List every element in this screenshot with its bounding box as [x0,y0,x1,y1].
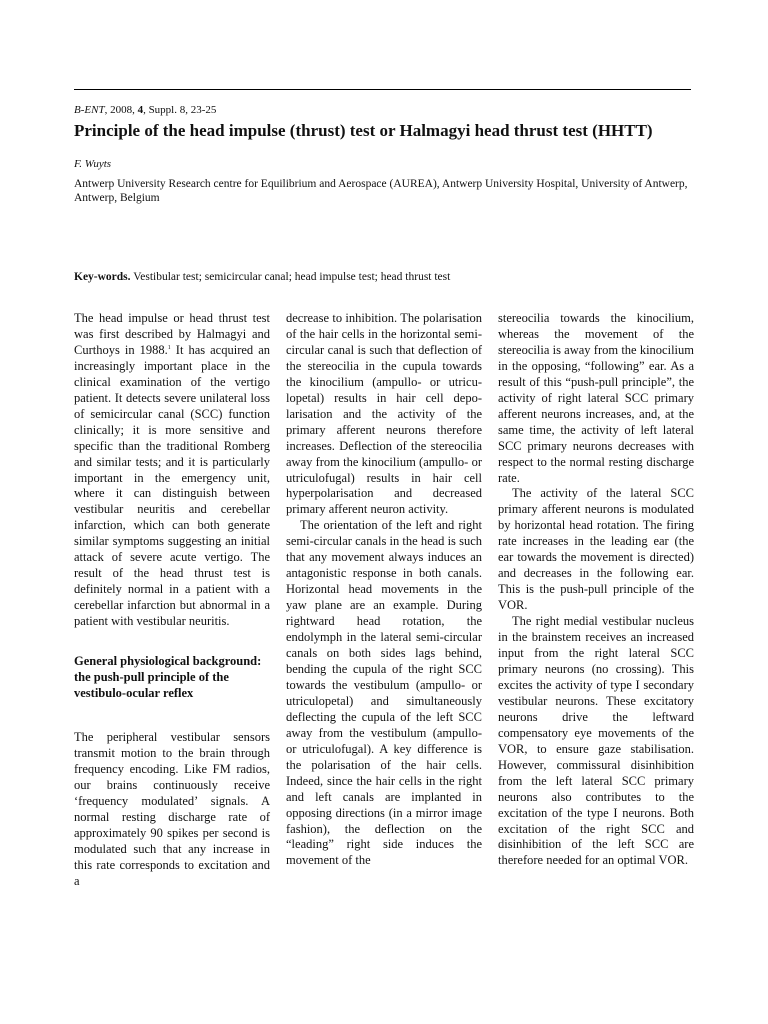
article-title: Principle of the head impulse (thrust) test or Halmagyi head thrust test (HHTT) [74,121,653,140]
citation-volume: 4 [137,104,144,116]
header-rule [74,89,691,90]
citation-year: , 2008, [104,104,138,116]
paragraph-orientation-part2: stereocilia towards the kinocilium, whereas the movement of the stereocilia is away from the kinocilium in the opposing, “following” ear. As a result of this “push-pull principle”, the activity of right lateral SCC primary afferent neurons increases, and, at the same time, the activity of left lateral SCC primary neurons decreases with respect to the normal resting discharge rate. [498,311,694,485]
paragraph-intro [74,311,270,630]
citation-supplement: , Suppl. 8, 23-25 [143,104,217,116]
author-affiliation: Antwerp University Research centre for Equilibrium and Aerospace (AUREA), Antwerp University Hospital, University of Antwerp, Antwerp, Belgium [74,178,688,204]
journal-name: B-ENT [74,104,105,116]
paragraph-medial-nucleus: The right medial vestibular nucleus in the brainstem receives an increased input from the right lateral SCC primary neurons (no crossing). This excites the activity of type I secondary vestibular neurons. These excitatory neurons drive the leftward compensatory eye movements of the VOR, to ensure gaze stabilisation. However, commissural disinhibition from the left lateral SCC primary neurons also contributes to the excitation of the type I neurons. Both excitation of the right SCC and disinhibition of the left SCC are therefore needed for an optimal VOR. [498,614,694,868]
journal-citation [74,103,216,117]
body-column-2 [286,311,482,869]
reference-marker: 1 [167,344,171,351]
body-column-3 [498,311,694,869]
keywords-text: Vestibular test; semicircular canal; head impulse test; head thrust test [130,271,451,283]
paragraph-modulated: The activity of the lateral SCC primary afferent neurons is modulated by horizontal head rotation. The firing rate increases in the leading ear (the ear towards the movement is directed) and decreases in the following ear. This is the push-pull principle of the VOR. [498,486,694,613]
paragraph-sensors-part1: The peripheral vestibular sensors transmit motion to the brain through frequency encoding. Like FM radios, our brains continuously receive ‘frequency modulated’ signals. A normal resting discharge rate of approximately 90 spikes per second is modulated such that any increase in this rate corresponds to excitation and a [74,729,270,888]
keywords-label: Key-words. [74,271,131,283]
paragraph-sensors-part2: decrease to inhibition. The polarisation of the hair cells in the horizontal semi-circular canal is such that deflection of the stereocilia in the cupula towards the kinocilium (ampullo- or utriculopetal) results in hair cell depolarisation and the activity of the primary afferent neurons therefore increases. Deflection of the stereocilia away from the kinocilium (ampullo- or utriculofugal) results in hair cell hyperpolarisation and decreased primary afferent neuron activity. [286,311,482,517]
intro-text-continued: It has acquired an increasingly important place in the clinical examination of the vertigo patient. It detects severe unilateral loss of semicircular canal (SCC) function clinically; it is more sensitive and specific than the traditional Romberg and similar tests; and it is particularly important in the emergency unit, where it can distinguish between vestibular neuritis and cerebellar infarction, which can both generate similar symptoms suggesting an initial attack of severe acute vertigo. The result of the head thrust test is definitely normal in a patient with a cerebellar infarction but abnormal in a patient with vestibular neuritis. [74,342,270,629]
author-name: F. Wuyts [74,158,112,170]
section-heading: General physiological background: the push-pull principle of the vestibulo-ocular reflex [74,654,262,700]
body-column-1 [74,311,270,889]
intro-text: The head impulse or head thrust test was first described by Halmagyi and Curthoys in 1988. [74,311,270,357]
paragraph-orientation-part1: The orientation of the left and right semi-circular canals in the head is such that any movement always induces an antagonistic response in both canals. Horizontal head movements in the yaw plane are an example. During rightward head rotation, the endolymph in the lateral semi-circular canals on both sides lags behind, bending the cupula of the right SCC towards the vestibulum (ampullo- or utriculopetal) and simultaneously deflecting the cupula of the left SCC away from the vestibulum (ampullo- or utriculofugal). A key difference is the polarisation of the hair cells. Indeed, since the hair cells in the right and left canals are implanted in opposing directions (in a mirror image fashion), the deflection on the “leading” right side induces the movement of the [286,518,482,868]
keywords [74,270,696,284]
